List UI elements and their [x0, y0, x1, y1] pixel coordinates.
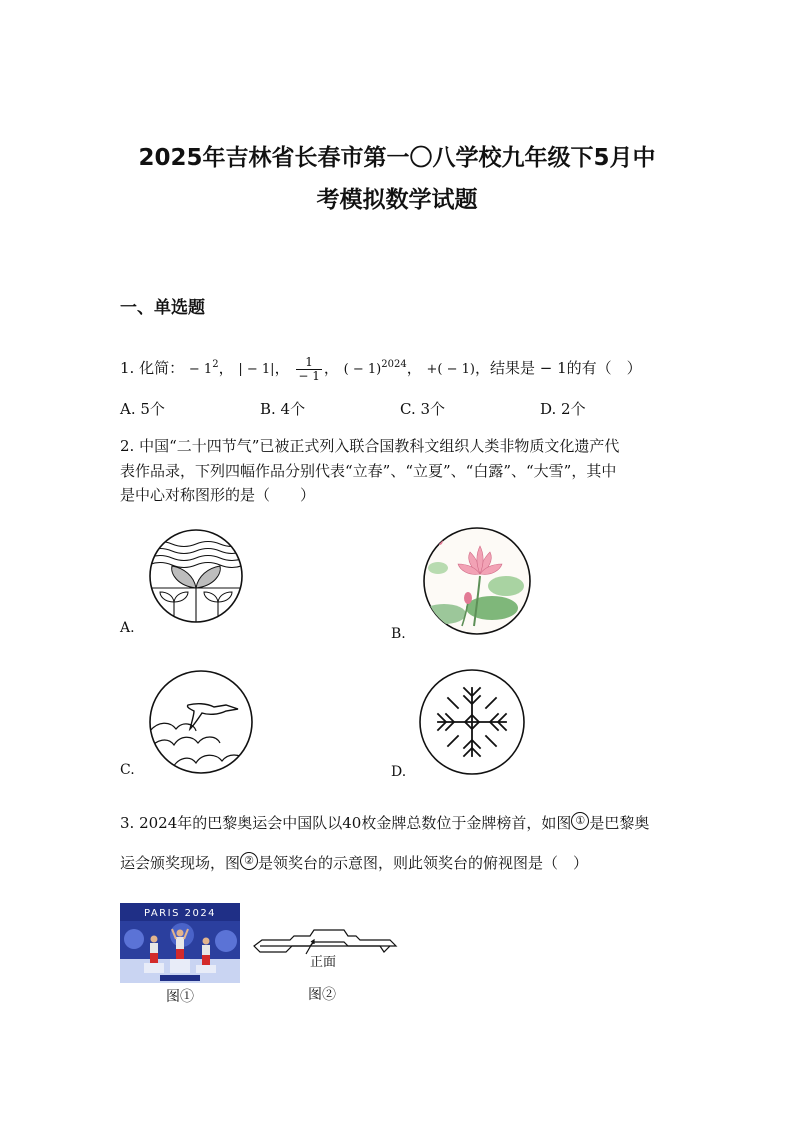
- doc-title-line1: 2025年吉林省长春市第一〇八学校九年级下5月中: [138, 145, 656, 171]
- doc-title-line2: 考模拟数学试题: [316, 187, 478, 213]
- section-heading: 一、单选题: [120, 298, 205, 318]
- q2-text-line3: 是中心对称图形的是（ ）: [120, 486, 316, 504]
- q3-figure-ref-1: ①: [571, 812, 589, 830]
- q2-figure-c-white-dew[interactable]: [148, 669, 254, 775]
- q3-podium-photo: [120, 903, 240, 983]
- q3-text-line2: 运会颁奖现场，图 ② 是领奖台的示意图，则此领奖台的俯视图是（ ）: [120, 854, 589, 872]
- q1-lead: 化简：: [139, 359, 185, 377]
- q3-text-line1: 3. 2024年的巴黎奥运会中国队以40枚金牌总数位于金牌榜首，如图 ① 是巴黎奥: [120, 814, 650, 832]
- q2-figure-b-summer[interactable]: [422, 526, 532, 636]
- q1-expr2: | − 1|: [238, 362, 275, 377]
- question-1: 1. 化简： − $1^2$， | − 1|， $\frac{1}{- 1}$ ， ( − 1)$^{2024}$， +( − 1)，结果是 − 1的有（ ）: [120, 354, 642, 383]
- q2-label-d: D.: [391, 764, 407, 780]
- q1-expr5: +( − 1): [426, 362, 475, 377]
- q2-label-a: A.: [120, 620, 135, 636]
- q1-expr3-fraction: $\frac{1}{- 1}$: [298, 354, 320, 383]
- q1-option-c[interactable]: C. 3个: [400, 400, 446, 418]
- q2-text-line2: 表作品录，下列四幅作品分别代表“立春”、“立夏”、“白露”、“大雪”，其中: [120, 462, 617, 480]
- diagram-front-label: 正面: [310, 955, 337, 970]
- q2-text-line1: 2. 中国“二十四节气”已被正式列入联合国教科文组织人类非物质文化遗产代: [120, 437, 620, 455]
- q1-option-a[interactable]: A. 5个: [120, 400, 165, 418]
- q1-number: 1.: [120, 359, 135, 377]
- q2-label-c: C.: [120, 762, 135, 778]
- q3-photo-caption: 图①: [166, 989, 194, 1005]
- photo-banner-text: PARIS 2024: [143, 908, 217, 919]
- q3-podium-diagram: [252, 920, 398, 970]
- q1-expr1: − $1^2$: [188, 359, 219, 377]
- q2-figure-d-great-snow[interactable]: [418, 668, 526, 776]
- q3-diagram-caption: 图②: [308, 987, 336, 1003]
- q1-tail: ，结果是 − 1的有（ ）: [474, 359, 642, 377]
- q2-label-b: B.: [391, 626, 406, 642]
- q2-figure-a-spring[interactable]: [148, 528, 244, 624]
- q1-option-b[interactable]: B. 4个: [260, 400, 306, 418]
- q3-figure-ref-2: ②: [240, 852, 258, 870]
- q1-expr4: ( − 1)$^{2024}$: [343, 359, 407, 377]
- q1-option-d[interactable]: D. 2个: [540, 400, 586, 418]
